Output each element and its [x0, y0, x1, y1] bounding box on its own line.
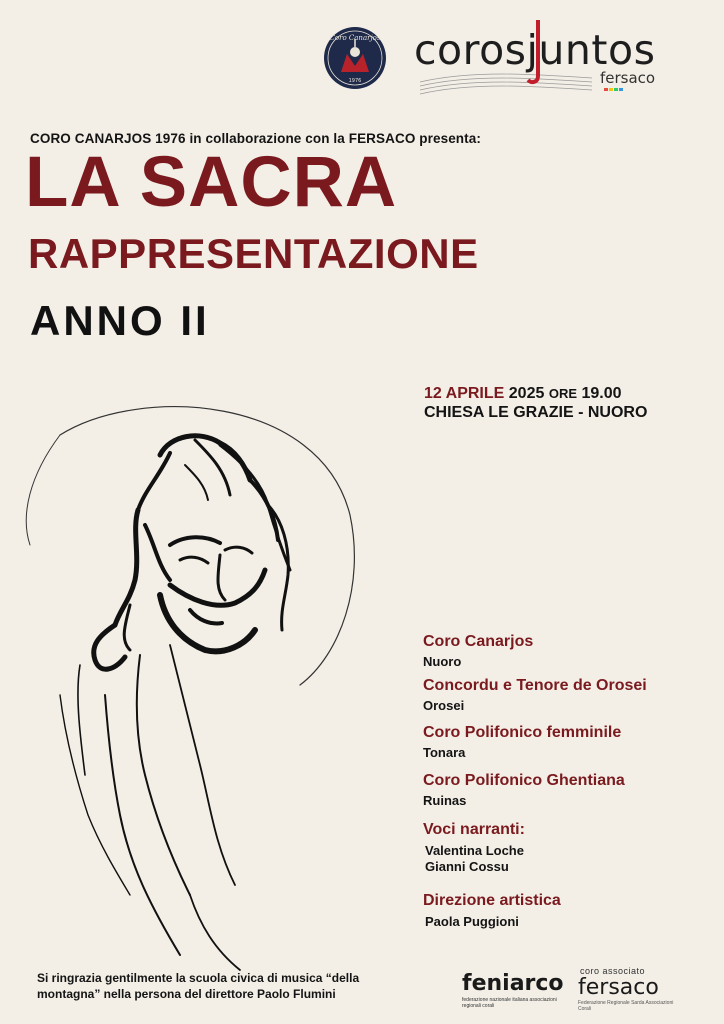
- performer-town: Nuoro: [423, 654, 462, 669]
- performer-item: [423, 678, 647, 712]
- event-date: 12 APRILE: [424, 385, 505, 402]
- event-year: 2025: [508, 385, 545, 402]
- director-name: Paola Puggioni: [425, 914, 519, 929]
- direction-label: Direzione artistica: [423, 892, 561, 909]
- performer-town: Ruinas: [423, 793, 467, 808]
- event-ore: ORE: [548, 386, 577, 401]
- event-time: 19.00: [581, 385, 622, 402]
- thanks-line: montagna” nella persona del direttore Paolo Flumini: [37, 987, 336, 1001]
- performer-name: Concordu e Tenore de Orosei: [423, 677, 647, 694]
- performer-town: Orosei: [423, 698, 465, 713]
- narrators-label: Voci narranti:: [423, 821, 525, 838]
- presenter-line: CORO CANARJOS 1976 in collaborazione con la FERSACO presenta:: [30, 131, 481, 146]
- direction-block: [423, 893, 561, 928]
- fersaco-coro-associato: coro associato: [580, 966, 646, 976]
- coro-canarjos-logo: [323, 26, 387, 90]
- performer-item: [423, 725, 621, 759]
- christ-sketch-illustration: [20, 395, 380, 980]
- performer-name: Coro Polifonico Ghentiana: [423, 772, 625, 789]
- fersaco-wordmark: fersaco: [578, 975, 659, 1000]
- feniarco-wordmark: feniarco: [462, 971, 564, 996]
- performer-name: Coro Canarjos: [423, 633, 534, 650]
- fersaco-sub-wordmark: fersaco: [600, 69, 656, 87]
- feniarco-logo: [462, 973, 567, 1013]
- narrators-block: [423, 822, 525, 873]
- event-venue: CHIESA LE GRAZIE - NUORO: [424, 404, 648, 421]
- fersaco-logo: [578, 966, 683, 1014]
- corosjuntos-logo: [412, 18, 692, 98]
- title-line-2: RAPPRESENTAZIONE: [28, 230, 479, 277]
- performer-name: Coro Polifonico femminile: [423, 724, 622, 741]
- corosjuntos-wordmark: corosjuntos: [414, 26, 656, 74]
- svg-text:1976: 1976: [348, 78, 362, 84]
- performer-item: [423, 773, 625, 807]
- thanks-line: Si ringrazia gentilmente la scuola civica di musica “della: [37, 971, 360, 985]
- narrator-name: Gianni Cossu: [425, 859, 509, 874]
- footer-thanks: [37, 970, 437, 1002]
- performer-item: [423, 634, 533, 668]
- feniarco-subtitle: federazione nazionale italiana associazioni regionali corali: [462, 997, 557, 1009]
- title-line-1: LA SACRA: [25, 143, 398, 222]
- performer-town: Tonara: [423, 745, 466, 760]
- narrator-name: Valentina Loche: [425, 843, 524, 858]
- title-line-3: ANNO II: [30, 297, 210, 344]
- fersaco-subtitle: Federazione Regionale Sarda Associazioni Corali: [578, 1000, 674, 1012]
- svg-text:Coro Canarjos: Coro Canarjos: [329, 34, 381, 42]
- event-date-time: [424, 385, 622, 403]
